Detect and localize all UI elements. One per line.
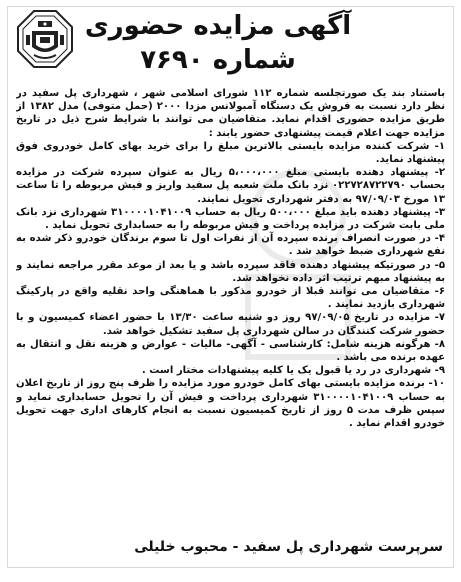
condition-5: ۵- در صورتیکه پیشنهاد دهنده فاقد سپرده باشد و یا بعد از موعد مقرر مراجعه نمایند و به پیشنهاد مبهم ترتیب اثر داده نخواهد شد. — [16, 259, 445, 284]
municipality-emblem-icon — [16, 9, 74, 69]
intro-paragraph: باستناد بند یک صورتجلسه شماره ۱۱۲ شورای اسلامی شهر ، شهرداری پل سفید در نظر دارد نسبت به فروش یک دستگاه آمبولانس مزدا ۲۰۰۰ (حمل متوفی) مدل ۱۳۸۲ از طریق مزایده حضوری اقدام نماید. متقاضیان می توانند با شرایط شرح ذیل در تاریخ مزایده جهت اعلام قیمت پیشنهادی حضور یابند : — [16, 88, 445, 139]
condition-7: ۷- مزایده در تاریخ ۹۷/۰۹/۰۵ روز دو شنبه ساعت ۱۳/۳۰ با حضور اعضاء کمیسیون و با حضور شرکت کنندگان در سالن شهرداری پل سفید تشکیل خواهد شد. — [16, 312, 445, 337]
notice-number: شماره ۷۶۹۰ — [140, 45, 296, 75]
condition-1: ۱- شرکت کننده مزایده بایستی بالاترین مبلغ را برای خرید بهای کامل خودروی فوق پیشنهاد نماید. — [16, 140, 445, 166]
notice-header — [8, 7, 453, 83]
condition-8: ۸- هرگونه هزینه شامل: کارشناسی - آگهی- مالیات - عوارض و هزینه نقل و انتقال به عهده برنده می باشد . — [16, 338, 445, 364]
condition-10: ۱۰- برنده مزایده بایستی بهای کامل خودرو مورد مزایده را ظرف پنج روز از تاریخ اعلان به حساب ۳۱۰۰۰۰۱۰۴۱۰۰۹ شهرداری پرداخت و فیش آن را تحویل حسابداری نماید و سپس ظرف مدت ۵ روز از تاریخ کمیسیون نسبت به انجام کارهای اداری جهت تحویل خودرو اقدام نماید . — [16, 378, 445, 430]
signature-line: سرپرست شهرداری پل سفید - محبوب خلیلی — [134, 539, 443, 555]
condition-6: ۶- متقاضیان می توانند قبلا از خودرو مذکور با هماهنگی واحد نقلیه واقع در پارکینگ شهرداری بازدید نمایند . — [16, 286, 445, 311]
notice-title: آگهی مزایده حضوری — [84, 11, 352, 41]
notice-page — [7, 6, 454, 568]
notice-body — [16, 87, 445, 529]
condition-3: ۳- پیشنهاد دهنده باید مبلغ ۵۰۰،۰۰۰ ریال به حساب ۳۱۰۰۰۰۱۰۴۱۰۰۹ شهرداری نزد بانک ملی بابت شرکت در مزایده پرداخت و فیش مربوطه را به حسابداری تحویل نماید . — [16, 206, 445, 232]
condition-4: ۴- در صورت انصراف برنده سپرده آن از نفرات اول تا سوم برندگان خودرو ذکر شده به نفع شهرداری ضبط خواهد شد . — [16, 233, 445, 258]
title-block — [53, 9, 383, 77]
condition-9: ۹- شهرداری در رد یا قبول یک یا کلیه پیشنهادات مختار است . — [141, 365, 445, 377]
condition-2: ۲- پیشنهاد دهنده بایستی مبلغ ۵،۰۰۰،۰۰۰ ریال به عنوان سپرده شرکت در مزایده بحساب ۰۲۲۷۲۸۷۲۲۷۹۰ نزد بانک ملت شعبه پل سفید واریز و فیش مربوطه را تا ساعت ۱۳ مورخ ۹۷/۰۹/۰۳ به دفتر شهرداری تحویل نمایند. — [16, 167, 445, 205]
